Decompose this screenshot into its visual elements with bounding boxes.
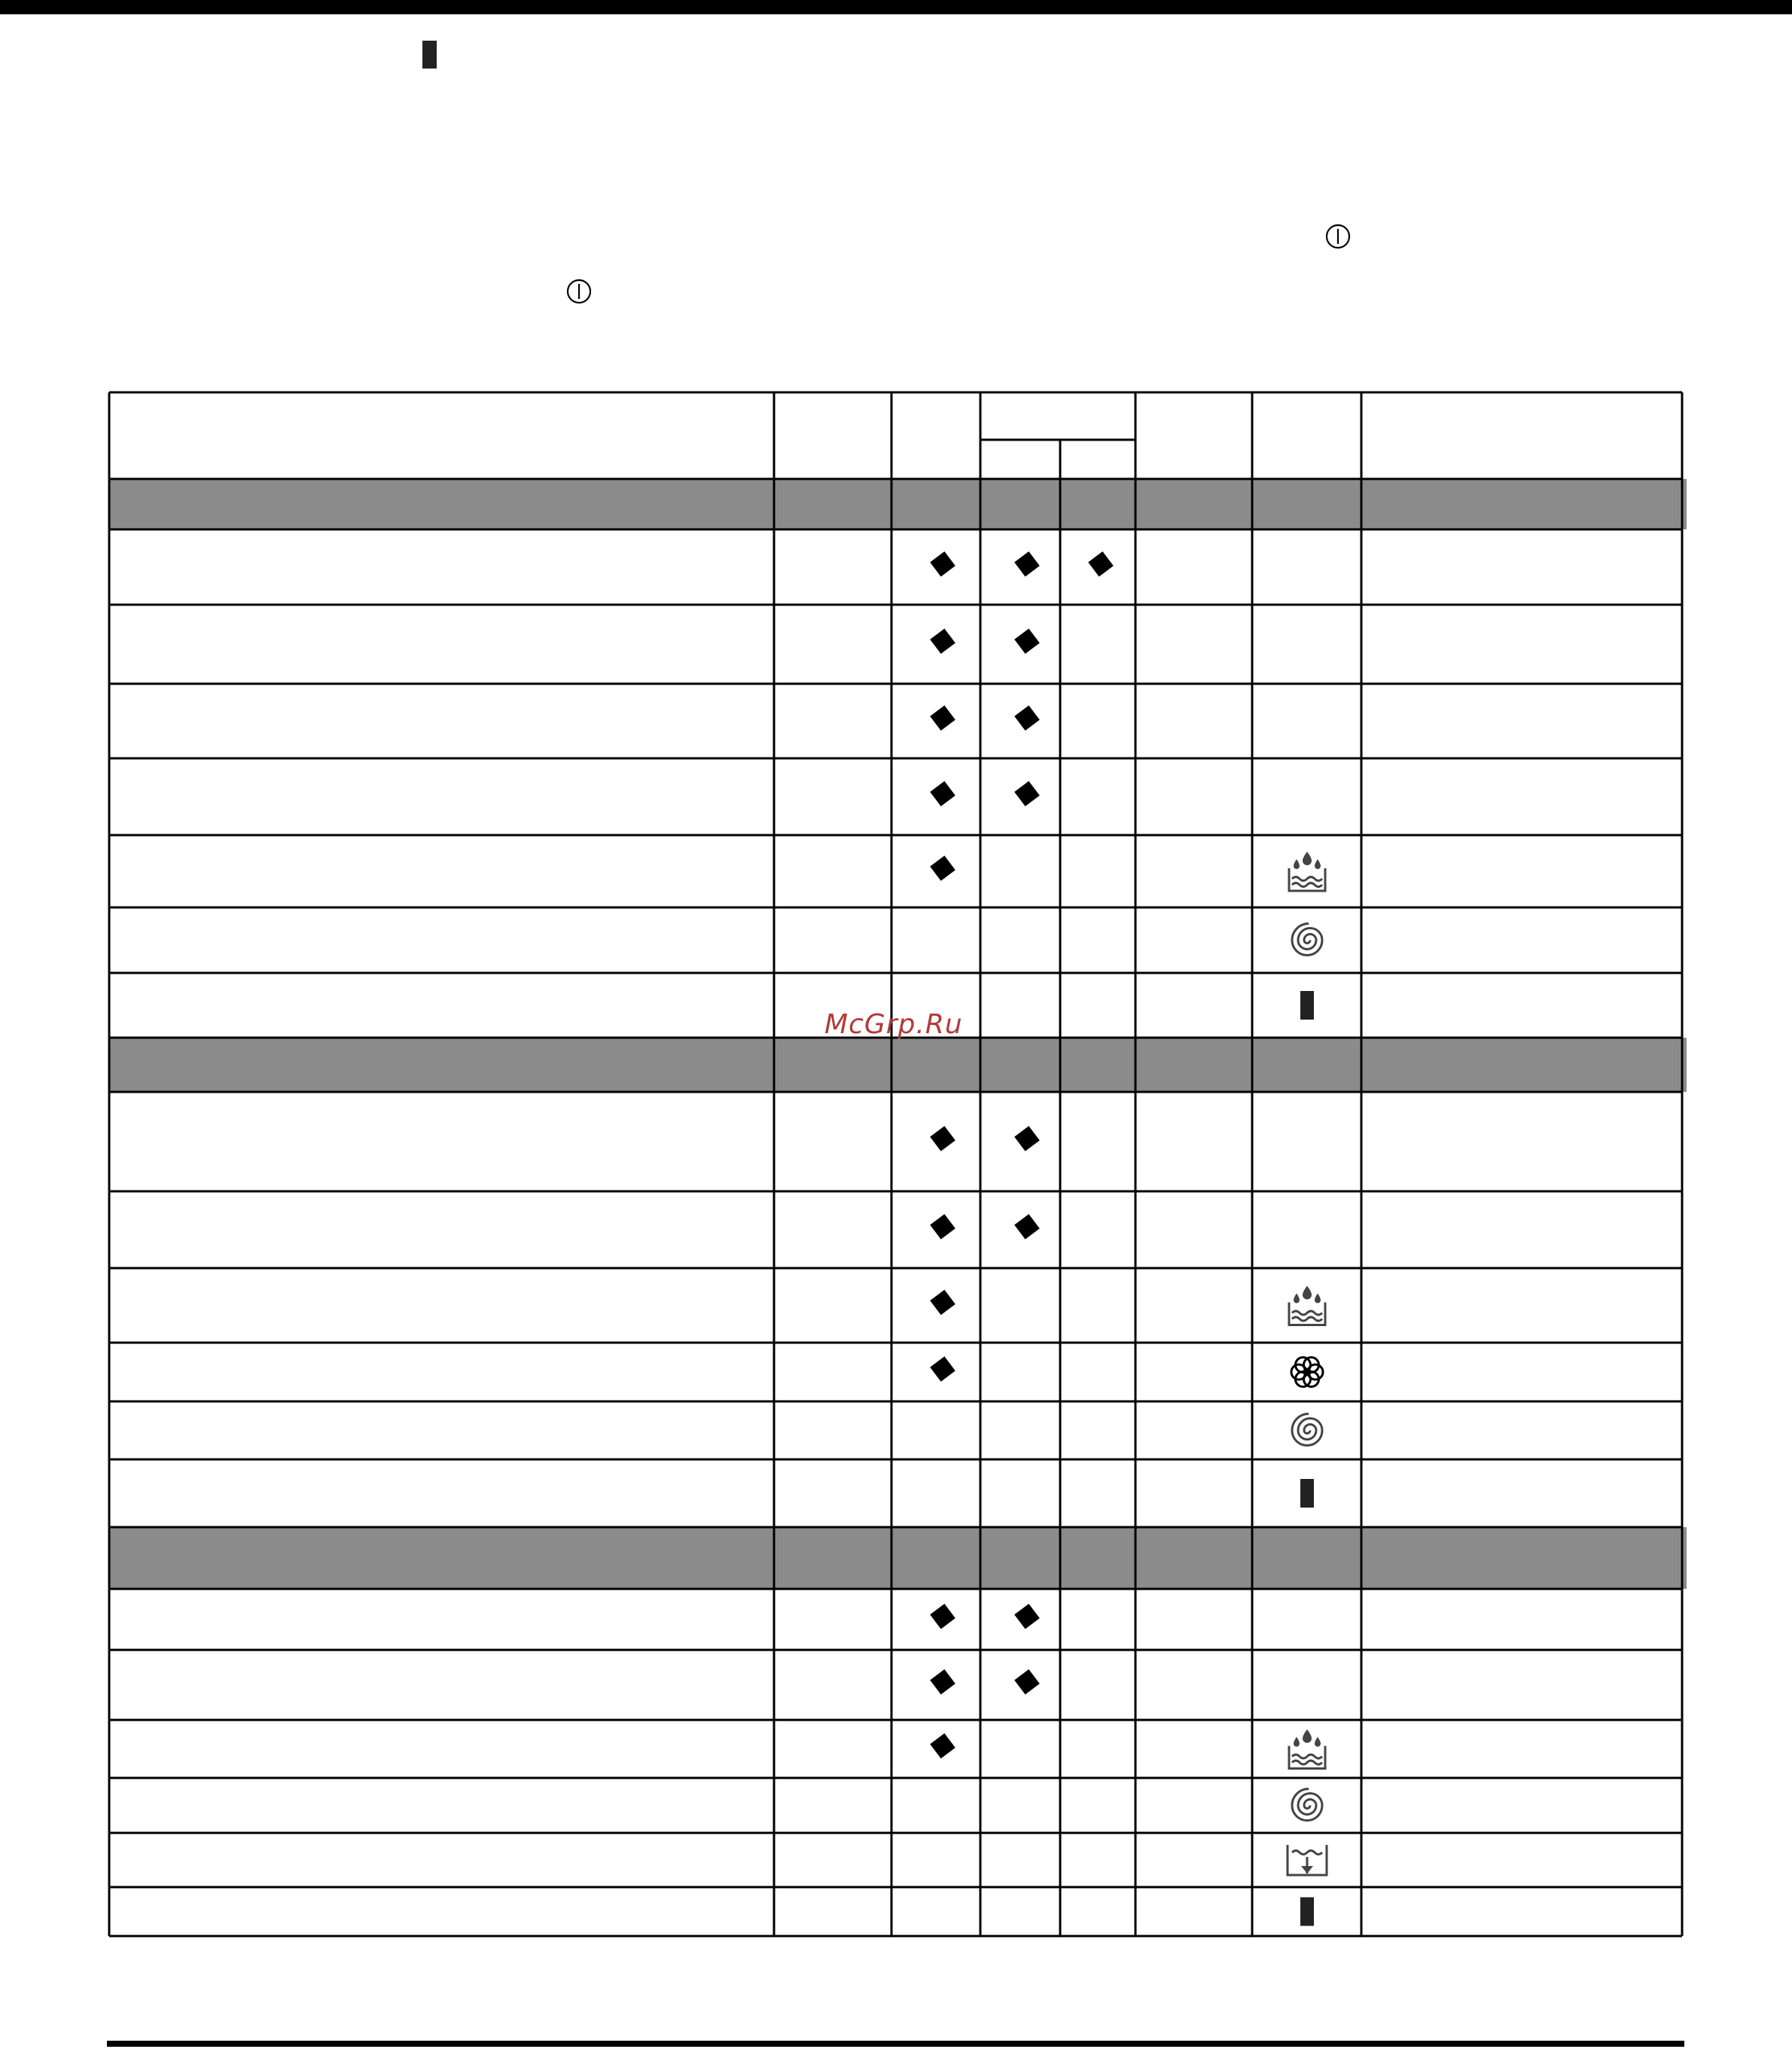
section-band [109,1038,1687,1092]
section-band [109,479,1687,529]
diamond-marker-icon [930,706,955,731]
diamond-marker-icon [1014,551,1040,577]
diamond-marker-icon [930,1214,955,1239]
spin-icon [1292,1789,1322,1821]
rinse-icon [1289,852,1325,891]
diamond-marker-icon [1014,706,1040,731]
spin-icon [1292,924,1322,956]
bottom-rule [107,2041,1684,2047]
diamond-marker-icon [930,1356,955,1382]
section-band [109,1527,1687,1589]
diamond-marker-icon [930,855,955,881]
diamond-marker-icon [930,1669,955,1695]
diamond-marker-icon [930,1733,955,1759]
end-mark-icon [1300,1898,1314,1926]
diamond-marker-icon [1088,551,1114,577]
diamond-marker-icon [1014,781,1040,806]
diamond-marker-icon [930,1126,955,1151]
softener-flower-icon [1291,1357,1323,1386]
diamond-marker-icon [930,1604,955,1630]
diamond-marker-icon [930,781,955,806]
rinse-icon [1289,1730,1325,1769]
diamond-marker-icon [1014,1214,1040,1239]
watermark: McGrp.Ru [824,1009,963,1040]
diamond-marker-icon [1014,629,1040,654]
rinse-icon [1289,1286,1325,1325]
diamond-marker-icon [930,629,955,654]
diamond-marker-icon [1014,1669,1040,1695]
spin-icon [1292,1414,1322,1446]
diamond-marker-icon [930,1290,955,1316]
diamond-marker-icon [1014,1604,1040,1630]
drain-icon [1288,1845,1327,1875]
diamond-marker-icon [1014,1126,1040,1151]
end-mark-icon [1300,1479,1314,1508]
end-mark-icon [1300,991,1314,1020]
diamond-marker-icon [930,551,955,577]
